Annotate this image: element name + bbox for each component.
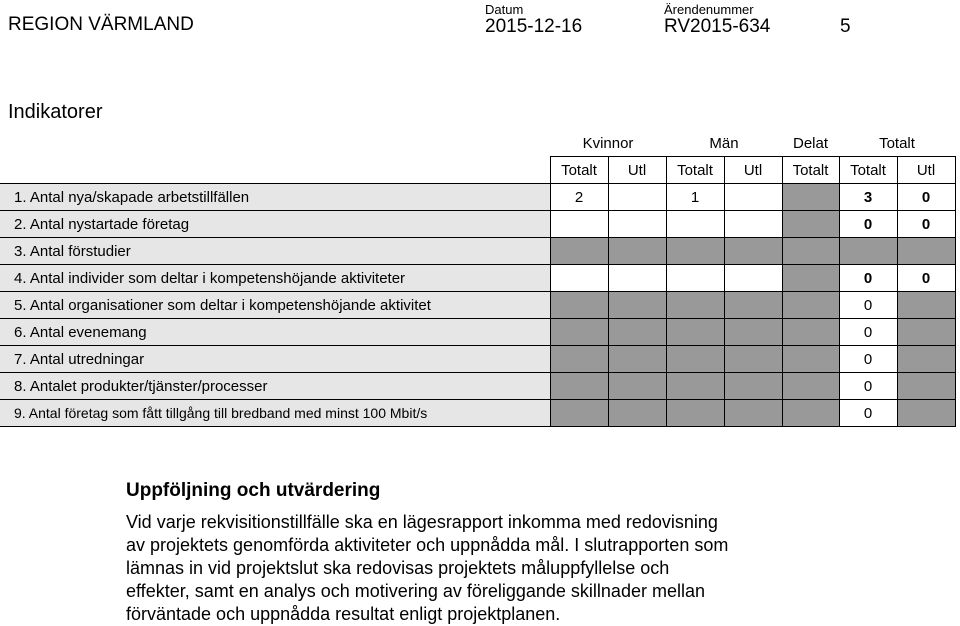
case-number-label: Ärendenummer — [664, 2, 754, 17]
row-label: 2. Antal nystartade företag — [0, 211, 550, 238]
table-cell-disabled — [724, 319, 782, 346]
table-cell — [550, 265, 608, 292]
table-cell — [724, 211, 782, 238]
group-header-women: Kvinnor — [582, 134, 634, 152]
table-cell-disabled — [782, 373, 839, 400]
table-cell-disabled — [782, 238, 839, 265]
table-cell-disabled — [897, 319, 955, 346]
table-cell-disabled — [550, 346, 608, 373]
table-cell-disabled — [724, 238, 782, 265]
followup-paragraph-line: effekter, samt en analys och motivering av föreliggande skillnader mellan — [126, 581, 705, 601]
table-cell: 0 — [839, 400, 897, 427]
table-cell — [666, 265, 724, 292]
sub-header-cell: Totalt — [839, 157, 897, 184]
table-cell-disabled — [666, 346, 724, 373]
table-cell-disabled — [724, 400, 782, 427]
group-header-total: Totalt — [879, 134, 915, 152]
table-cell-disabled — [550, 319, 608, 346]
sub-header-cell: Totalt — [550, 157, 608, 184]
table-cell — [608, 184, 666, 211]
row-label: 7. Antal utredningar — [0, 346, 550, 373]
table-row — [0, 184, 955, 211]
table-cell-disabled — [897, 238, 955, 265]
table-cell: 0 — [839, 211, 897, 238]
table-cell — [608, 265, 666, 292]
sub-header-cell: Utl — [724, 157, 782, 184]
sub-header-cell: Utl — [897, 157, 955, 184]
sub-header-cell: Utl — [608, 157, 666, 184]
table-cell-disabled — [782, 265, 839, 292]
table-cell-disabled — [550, 238, 608, 265]
table-cell-disabled — [666, 238, 724, 265]
table-cell: 2 — [550, 184, 608, 211]
table-cell-disabled — [608, 346, 666, 373]
date-label: Datum — [485, 2, 524, 17]
table-cell — [724, 265, 782, 292]
row-label: 6. Antal evenemang — [0, 319, 550, 346]
row-label: 1. Antal nya/skapade arbetstillfällen — [0, 184, 550, 211]
table-cell: 3 — [839, 184, 897, 211]
table-row — [0, 319, 955, 346]
table-cell-disabled — [897, 346, 955, 373]
row-label: 9. Antal företag som fått tillgång till bredband med minst 100 Mbit/s — [0, 400, 550, 427]
table-cell-disabled — [550, 400, 608, 427]
table-cell-disabled — [724, 292, 782, 319]
table-row — [0, 211, 955, 238]
table-cell-disabled — [666, 373, 724, 400]
table-cell — [666, 211, 724, 238]
table-cell: 0 — [839, 265, 897, 292]
table-cell-disabled — [666, 292, 724, 319]
organization-name: REGION VÄRMLAND — [8, 14, 194, 35]
table-cell-disabled — [782, 346, 839, 373]
table-cell-disabled — [897, 292, 955, 319]
table-row — [0, 400, 955, 427]
followup-paragraph-line: lämnas in vid projektslut ska redovisas projektets måluppfyllelse och — [126, 558, 670, 578]
table-cell-disabled — [724, 346, 782, 373]
table-cell-disabled — [608, 238, 666, 265]
table-cell-disabled — [839, 238, 897, 265]
header-spacer — [0, 157, 550, 184]
row-label: 8. Antalet produkter/tjänster/processer — [0, 373, 550, 400]
table-cell-disabled — [724, 373, 782, 400]
followup-paragraph-line: av projektets genomförda aktiviteter och uppnådda mål. I slutrapporten som — [126, 535, 729, 555]
table-cell — [724, 184, 782, 211]
table-cell: 1 — [666, 184, 724, 211]
indicator-table — [0, 130, 956, 427]
group-header-shared: Delat — [792, 134, 829, 152]
table-cell-disabled — [782, 184, 839, 211]
table-row — [0, 238, 955, 265]
table-row — [0, 373, 955, 400]
table-cell — [550, 211, 608, 238]
table-group-header-row — [0, 130, 955, 157]
followup-paragraph-line: förväntade och uppnådda resultat enligt projektplanen. — [126, 604, 561, 624]
table-cell: 0 — [839, 346, 897, 373]
table-cell: 0 — [839, 292, 897, 319]
table-cell-disabled — [666, 319, 724, 346]
sub-header-cell: Totalt — [782, 157, 839, 184]
followup-heading: Uppföljning och utvärdering — [126, 480, 381, 501]
table-cell-disabled — [782, 319, 839, 346]
table-row — [0, 346, 955, 373]
table-cell: 0 — [839, 373, 897, 400]
table-cell-disabled — [666, 400, 724, 427]
row-label: 3. Antal förstudier — [0, 238, 550, 265]
table-cell — [608, 211, 666, 238]
case-number-value: RV2015-634 — [664, 16, 771, 37]
followup-paragraph-line: Vid varje rekvisitionstillfälle ska en lägesrapport inkomma med redovisning — [126, 512, 718, 532]
section-title: Indikatorer — [8, 101, 103, 123]
table-cell: 0 — [897, 211, 955, 238]
table-row — [0, 265, 955, 292]
table-cell-disabled — [550, 292, 608, 319]
header-spacer — [0, 130, 550, 157]
row-label: 4. Antal individer som deltar i kompetenshöjande aktiviteter — [0, 265, 550, 292]
table-cell-disabled — [550, 373, 608, 400]
table-cell-disabled — [608, 400, 666, 427]
table-cell-disabled — [897, 373, 955, 400]
table-cell: 0 — [897, 265, 955, 292]
row-label: 5. Antal organisationer som deltar i kompetenshöjande aktivitet — [0, 292, 550, 319]
group-header-men: Män — [709, 134, 739, 152]
table-cell-disabled — [782, 400, 839, 427]
table-cell-disabled — [608, 292, 666, 319]
table-cell-disabled — [897, 400, 955, 427]
table-cell: 0 — [897, 184, 955, 211]
table-cell-disabled — [608, 373, 666, 400]
table-sub-header-row — [0, 157, 955, 184]
table-cell-disabled — [782, 292, 839, 319]
table-cell: 0 — [839, 319, 897, 346]
sub-header-cell: Totalt — [666, 157, 724, 184]
indicator-table-wrapper — [0, 130, 956, 427]
table-cell-disabled — [782, 211, 839, 238]
date-value: 2015-12-16 — [485, 16, 583, 37]
table-cell-disabled — [608, 319, 666, 346]
table-row — [0, 292, 955, 319]
page-number: 5 — [840, 16, 851, 37]
